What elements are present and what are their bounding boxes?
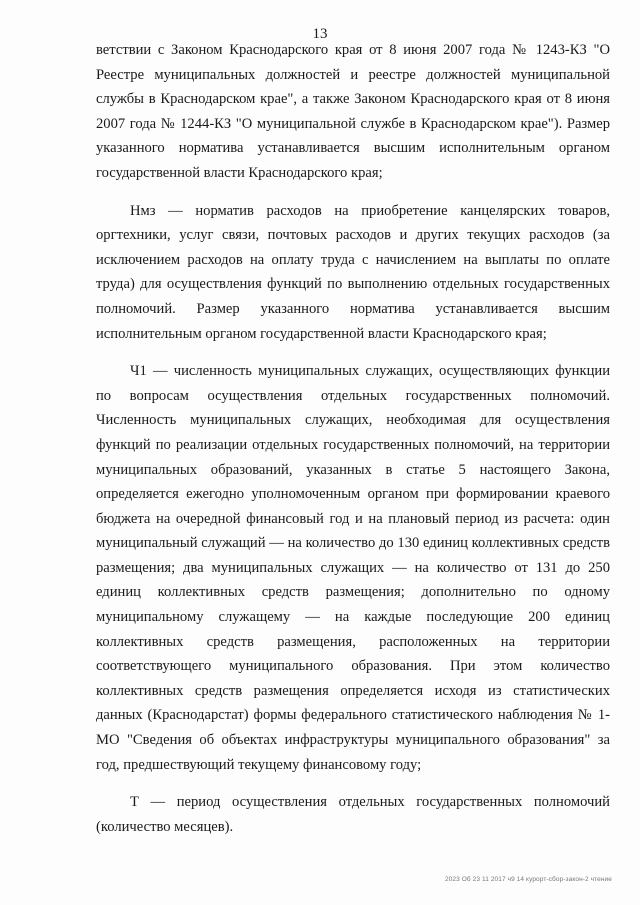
paragraph-ch1-definition: Ч1 — численность муниципальных служащих, осуществляющих функции по вопросам осуществления отдельных государственных полномочий. Численность муниципальных служащих, необходимая для осуществления функций по реализации отдельных государственных полномочий, на территории муниципальных образований, указанных в статье 5 настоящего Закона, определяется ежегодно уполномоченным органом при формировании краевого бюджета на очередной финансовый год и на плановый период из расчета: один муниципальный служащий — на количество до 130 единиц коллективных средств размещения; два муниципальных служащих — на количество от 131 до 250 единиц коллективных средств размещения; дополнительно по одному муниципальному служащему — на каждые последующие 200 единиц коллективных средств размещения, расположенных на территории соответствующего муниципального образования. При этом количество коллективных средств размещения определяется исходя из статистических данных (Краснодарстат) формы федерального статистического наблюдения № 1-МО "Сведения об объектах инфраструктуры муниципального образования" за год, предшествующий текущему финансовому году; [96, 363, 610, 773]
paragraph-t-definition: Т — период осуществления отдельных государственных полномочий (количество месяцев). [96, 794, 610, 835]
paragraph-continuation: ветствии с Законом Краснодарского края от 8 июня 2007 года № 1243-КЗ "О Реестре муниципальных должностей и реестре должностей муниципальной службы в Краснодарском крае", а также Законом Краснодарского края от 8 июня 2007 года № 1244-КЗ "О муниципальной службе в Краснодарском крае"). Размер указанного норматива устанавливается высшим исполнительным органом государственной власти Краснодарского края; [96, 42, 610, 181]
paragraph-nmz-definition: Нмз — норматив расходов на приобретение канцелярских товаров, оргтехники, услуг связи, почтовых расходов и других текущих расходов (за исключением расходов на оплату труда с начислением на выплаты по оплате труда) для осуществления функций по выполнению отдельных государственных полномочий. Размер указанного норматива устанавливается высшим исполнительным органом государственной власти Краснодарского края; [96, 202, 610, 342]
footer-file-stamp: 2023 Об 23 11 2017 ч9 14 курорт-сбор-закон-2 чтение [445, 876, 612, 883]
page-number: 13 [312, 26, 328, 42]
document-body [96, 38, 610, 839]
